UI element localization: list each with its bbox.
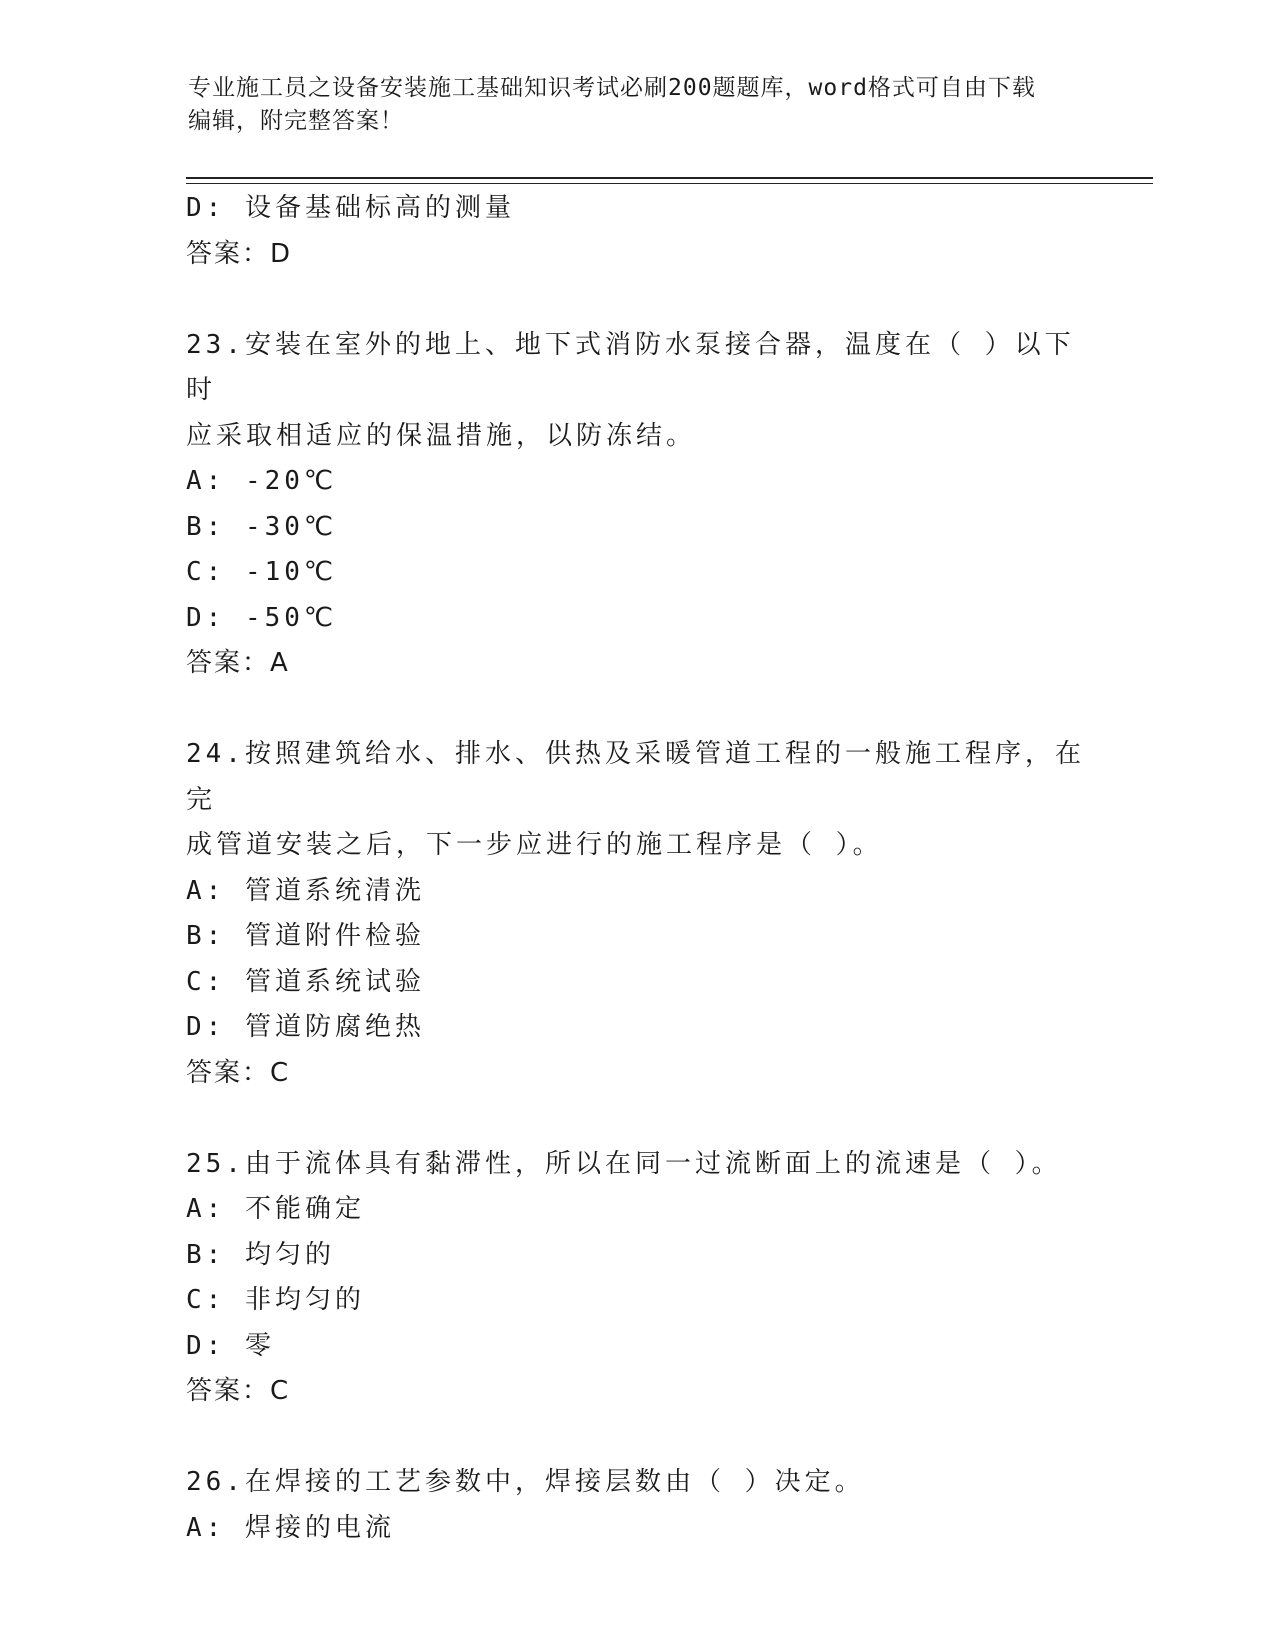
header-line-1: 专业施工员之设备安装施工基础知识考试必刷200题题库，word格式可自由下载	[188, 75, 1036, 101]
answer-line: 答案：C	[186, 1376, 291, 1406]
document-body	[186, 186, 1086, 1551]
option-d: D: -50℃	[186, 602, 338, 633]
question-stem-line: 26.在焊接的工艺参数中，焊接层数由（ ）决定。	[186, 1467, 865, 1497]
question-stem-line: 25.由于流体具有黏滞性，所以在同一过流断面上的流速是（ ）。	[186, 1148, 1062, 1179]
question-stem-line: 23.安装在室外的地上、地下式消防水泵接合器，温度在（ ）以下时	[186, 329, 1075, 405]
question-stem-line: 应采取相适应的保温措施，以防冻结。	[186, 420, 697, 451]
header-rule-thick	[186, 177, 1153, 179]
question-23	[186, 323, 1086, 687]
option-b: B: -30℃	[186, 511, 338, 542]
header-line-2: 编辑，附完整答案！	[188, 108, 404, 134]
option-c: C: 管道系统试验	[186, 966, 425, 997]
option-d: D: 零	[186, 1330, 275, 1361]
question-24	[186, 732, 1086, 1096]
question-stem-line: 24.按照建筑给水、排水、供热及采暖管道工程的一般施工程序，在完	[186, 739, 1085, 815]
question-stem-line: 成管道安装之后，下一步应进行的施工程序是（ ）。	[186, 830, 883, 860]
previous-question-tail	[186, 186, 1086, 277]
option-a: A: 焊接的电流	[186, 1512, 395, 1543]
document-header	[188, 72, 1088, 138]
option-a: A: -20℃	[186, 466, 338, 496]
option-c: C: 非均匀的	[186, 1285, 365, 1315]
option-c: C: -10℃	[186, 557, 338, 587]
option-d: D: 管道防腐绝热	[186, 1012, 425, 1042]
option-b: B: 均匀的	[186, 1239, 335, 1270]
header-rule-thin	[186, 183, 1153, 184]
question-26	[186, 1460, 1086, 1551]
option-d: D: 设备基础标高的测量	[186, 193, 515, 223]
answer-line: 答案：C	[186, 1057, 291, 1088]
option-b: B: 管道附件检验	[186, 921, 425, 951]
answer-line: 答案：A	[186, 648, 290, 678]
answer-line: 答案：D	[186, 238, 293, 269]
option-a: A: 管道系统清洗	[186, 875, 425, 906]
option-a: A: 不能确定	[186, 1194, 365, 1224]
question-25	[186, 1142, 1086, 1415]
